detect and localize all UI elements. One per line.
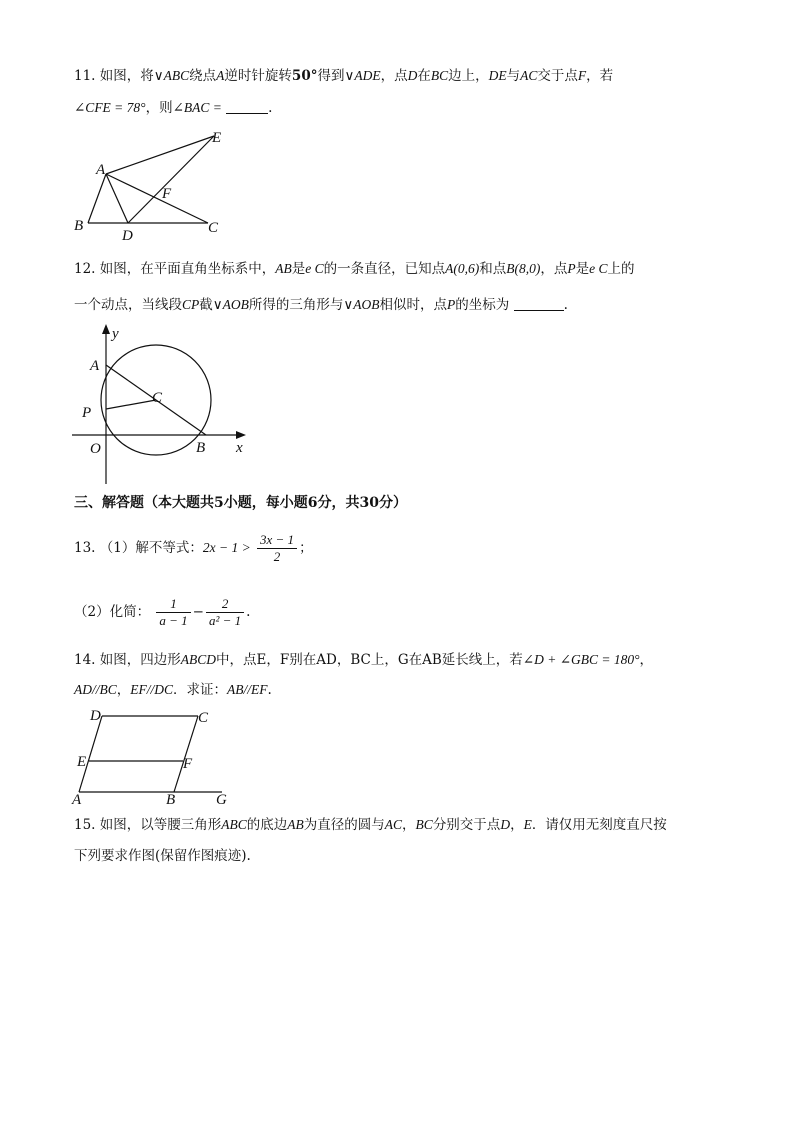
q14-number: 14. — [74, 652, 96, 668]
q13-part1: 13. （1）解不等式：2x − 1 > $\frac{3x - 1}{2}$ ； — [74, 532, 313, 564]
q13-fraction-3: $\frac{2}{\text{a² − 1}}$ — [206, 596, 244, 629]
q12-label-p: P — [82, 405, 92, 421]
section-3-heading: 三、解答题（本大题共5小题，每小题6分，共30分） — [74, 495, 407, 511]
q14-figure — [70, 706, 250, 806]
q12-label-o: O — [90, 441, 101, 457]
q11-label-b: B — [74, 218, 84, 234]
q15-line1: 15. 如图，以等腰三角形ABC的底边AB为直径的圆与AC，BC分别交于点D，E．请仅用无刻度直尺按 — [74, 817, 667, 833]
q11-label-a: A — [96, 162, 106, 178]
q12-line2: 一个动点，当线段CP截∨AOB所得的三角形与∨AOB相似时，点P的坐标为 . — [74, 297, 568, 313]
q12-line1: 12. 如图，在平面直角坐标系中，AB是e C的一条直径，已知点A(0,6)和点B(8,0)，点P是e C上的 — [74, 261, 635, 277]
q12-label-x: x — [236, 440, 243, 456]
q12-label-b: B — [196, 440, 206, 456]
q14-label-b: B — [166, 792, 176, 808]
q12-label-a: A — [90, 358, 100, 374]
q12-answer-blank — [514, 296, 564, 311]
q14-label-c: C — [198, 710, 209, 726]
q11-label-e: E — [212, 130, 222, 146]
q12-number: 12. — [74, 261, 96, 277]
q11-line1: 11. 如图，将∨ABC绕点A逆时针旋转50°得到∨ADE，点D在BC边上，DE与AC交于点F，若 — [74, 68, 614, 84]
q13-fraction-2: $\frac{1}{a - 1}$ — [156, 596, 190, 629]
q11-figure — [70, 128, 250, 243]
q14-label-g: G — [216, 792, 227, 808]
q14-line1: 14. 如图，四边形ABCD中，点E，F别在AD，BC上，G在AB延长线上，若∠D + ∠GBC = 180°， — [74, 652, 654, 668]
q11-label-d: D — [122, 228, 133, 244]
q12-label-c: C — [152, 390, 163, 406]
q11-label-f: F — [162, 186, 172, 202]
q13-part2: （2）化简： $\frac{1}{a - 1}$ − $\frac{2}{\text{a² − 1}}$ . — [74, 596, 251, 628]
q15-line2: 下列要求作图(保留作图痕迹). — [74, 848, 251, 864]
q14-line2: AD//BC，EF//DC．求证：AB//EF. — [74, 682, 272, 698]
q13-fraction-1: $\frac{3x - 1}{2}$ — [257, 532, 297, 565]
q14-label-d: D — [90, 708, 101, 724]
q15-number: 15. — [74, 817, 96, 833]
q11-line2: ∠CFE = 78°，则∠BAC = . — [74, 100, 273, 116]
q13-number: 13. — [74, 540, 96, 556]
q11-answer-blank — [226, 99, 268, 114]
q12-label-y: y — [112, 326, 119, 342]
q12-figure — [68, 322, 268, 487]
q11-number: 11. — [74, 68, 96, 84]
q11-label-c: C — [208, 220, 219, 236]
q14-label-a: A — [72, 792, 82, 808]
q14-label-e: E — [77, 754, 87, 770]
q14-label-f: F — [183, 756, 193, 772]
